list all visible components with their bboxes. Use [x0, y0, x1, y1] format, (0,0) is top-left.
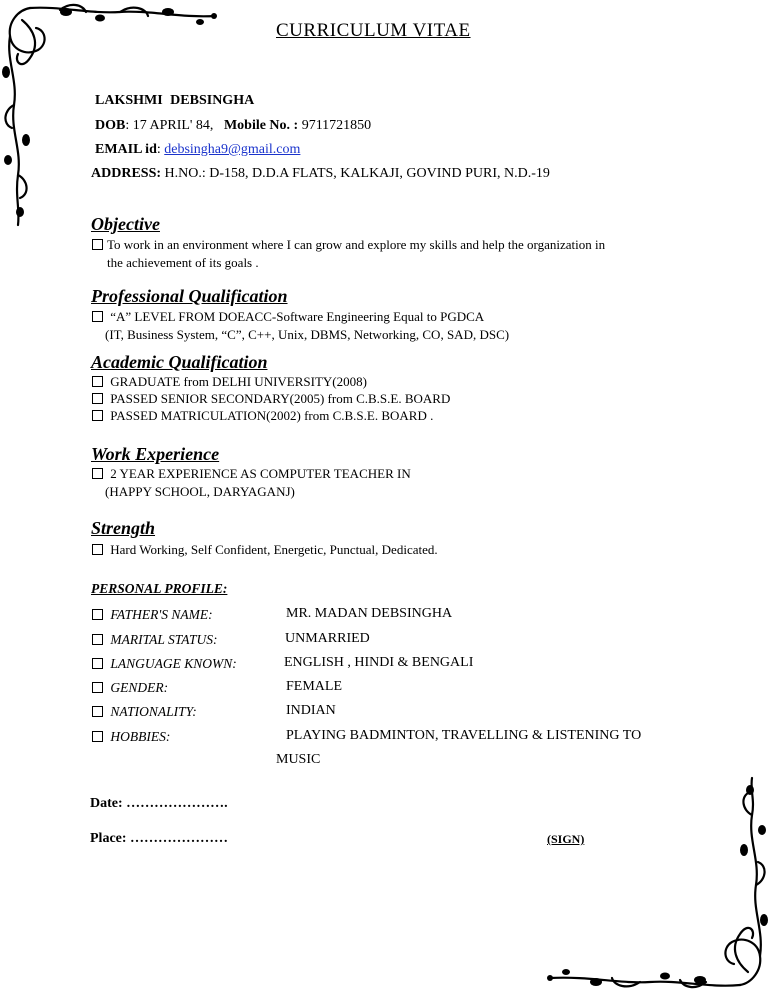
- mobile-value: 9711721850: [298, 118, 372, 133]
- bullet-box-icon: [92, 706, 103, 717]
- work-heading: Work Experience: [91, 444, 220, 464]
- bullet-box-icon: [92, 468, 103, 479]
- bullet-box-icon: [92, 239, 103, 250]
- profile-row: [92, 679, 168, 697]
- profile-value: UNMARRIED: [285, 631, 370, 646]
- email-line: [95, 142, 300, 158]
- bullet-box-icon: [92, 634, 103, 645]
- profile-row: [92, 703, 197, 721]
- objective-line-1: To work in an environment where I can grow and explore my skills and help the organization in: [92, 237, 605, 253]
- bullet-box-icon: [92, 609, 103, 620]
- date-line: Date: ………………….: [90, 796, 228, 811]
- work-line-2: (HAPPY SCHOOL, DARYAGANJ): [105, 484, 295, 499]
- signature-label: (SIGN): [547, 832, 585, 846]
- academic-heading: Academic Qualification: [91, 352, 268, 372]
- bullet-box-icon: [92, 544, 103, 555]
- work-line-1: 2 YEAR EXPERIENCE AS COMPUTER TEACHER IN: [92, 466, 411, 482]
- profile-row: [92, 728, 170, 746]
- strength-heading: Strength: [91, 518, 156, 538]
- address-value: H.NO.: D-158, D.D.A FLATS, KALKAJI, GOVIND PURI, N.D.-19: [161, 166, 550, 181]
- objective-heading: Objective: [91, 214, 160, 234]
- profile-label: MARITAL STATUS:: [110, 632, 218, 647]
- profile-value: PLAYING BADMINTON, TRAVELLING & LISTENING TO: [286, 728, 642, 743]
- hobbies-continuation: MUSIC: [276, 752, 321, 767]
- page-title: CURRICULUM VITAE: [276, 20, 471, 41]
- profile-row: [92, 606, 213, 624]
- objective-line-2: the achievement of its goals .: [107, 255, 259, 270]
- profile-label: HOBBIES:: [110, 729, 171, 744]
- academic-item: GRADUATE from DELHI UNIVERSITY(2008): [92, 374, 367, 390]
- candidate-name: LAKSHMI DEBSINGHA: [95, 93, 255, 108]
- bullet-box-icon: [92, 393, 103, 404]
- bullet-box-icon: [92, 410, 103, 421]
- dob-mobile-line: [95, 118, 371, 134]
- bullet-box-icon: [92, 311, 103, 322]
- bullet-box-icon: [92, 682, 103, 693]
- strength-line: Hard Working, Self Confident, Energetic, Punctual, Dedicated.: [92, 542, 438, 558]
- profile-label: NATIONALITY:: [110, 704, 197, 719]
- mobile-label: Mobile No. :: [223, 118, 299, 133]
- profile-value: MR. MADAN DEBSINGHA: [286, 606, 453, 621]
- profile-row: [92, 655, 237, 673]
- profile-value: ENGLISH , HINDI & BENGALI: [284, 655, 474, 670]
- address-label: ADDRESS:: [91, 166, 162, 181]
- email-link[interactable]: debsingha9@gmail.com: [164, 142, 301, 157]
- academic-item: PASSED SENIOR SECONDARY(2005) from C.B.S.E. BOARD: [92, 391, 450, 407]
- bullet-box-icon: [92, 731, 103, 742]
- academic-item: PASSED MATRICULATION(2002) from C.B.S.E. BOARD .: [92, 408, 433, 424]
- email-separator: :: [156, 142, 165, 157]
- bullet-box-icon: [92, 376, 103, 387]
- profile-row: [92, 631, 218, 649]
- professional-line-2: (IT, Business System, “C”, C++, Unix, DBMS, Networking, CO, SAD, DSC): [105, 327, 510, 342]
- profile-label: FATHER'S NAME:: [110, 607, 213, 622]
- profile-label: LANGUAGE KNOWN:: [110, 656, 237, 671]
- place-line: Place: …………………: [90, 831, 229, 846]
- bullet-box-icon: [92, 658, 103, 669]
- personal-profile-heading: PERSONAL PROFILE:: [91, 581, 228, 596]
- dob-value: : 17 APRIL' 84,: [125, 118, 214, 133]
- professional-heading: Professional Qualification: [91, 286, 288, 306]
- email-label: EMAIL id: [95, 142, 157, 157]
- dob-label: DOB: [95, 118, 126, 133]
- address-line: [91, 166, 550, 182]
- profile-label: GENDER:: [110, 680, 169, 695]
- professional-line-1: “A” LEVEL FROM DOEACC-Software Engineering Equal to PGDCA: [92, 309, 484, 325]
- profile-value: INDIAN: [286, 703, 336, 718]
- profile-value: FEMALE: [286, 679, 342, 694]
